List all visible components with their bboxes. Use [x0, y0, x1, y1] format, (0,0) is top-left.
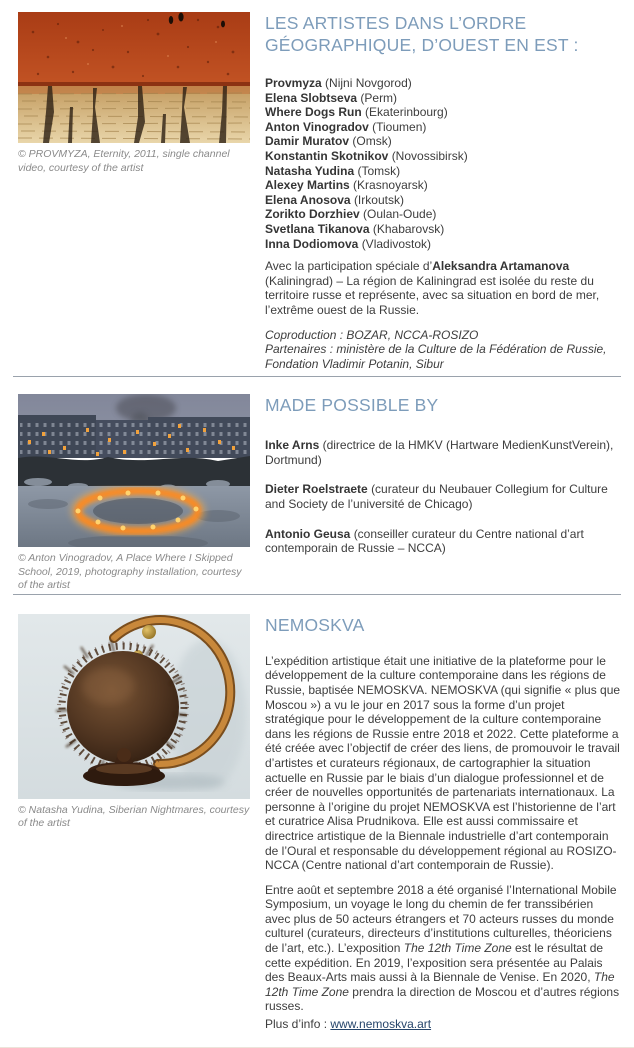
artist-name: Natasha Yudina: [265, 163, 355, 178]
artist-name: Elena Slobtseva: [265, 90, 358, 105]
artist-name: Elena Anosova: [265, 192, 351, 207]
artist-name: Provmyza: [265, 76, 322, 90]
artist-city: (Khabarovsk): [372, 221, 445, 236]
artist-city: (Nijni Novgorod): [325, 76, 412, 90]
artwork-figure-vinogradov: [18, 394, 250, 593]
supporter-name: Antonio Geusa: [265, 526, 351, 541]
supporter-item: [265, 527, 621, 556]
artist-name: Zorikto Dorzhiev: [265, 207, 360, 222]
artist-city: (Perm): [360, 90, 398, 105]
supporter-role: (conseiller curateur du Centre national d’art contemporain de Russie – NCCA): [265, 526, 584, 556]
supporter-item: [265, 482, 621, 511]
section-made-possible-by: [0, 377, 634, 593]
artist-item: [265, 149, 621, 164]
artist-item: [265, 164, 621, 179]
supporter-list: [265, 438, 621, 556]
section-nemoskva: [0, 595, 634, 1032]
credit-line: Partenaires : ministère de la Culture de la Fédération de Russie, Fondation Vladimir Potanin, Sibur: [265, 342, 607, 371]
artist-item: [265, 134, 621, 149]
section-heading-nemoskva: NEMOSKVA: [265, 614, 365, 635]
artist-city: (Oulan-Oude): [363, 207, 437, 222]
artist-name: Inna Dodiomova: [265, 236, 359, 251]
artist-name: Svetlana Tikanova: [265, 221, 370, 236]
artist-item: [265, 76, 621, 91]
artist-item: [265, 178, 621, 193]
supporter-name: Dieter Roelstraete: [265, 482, 368, 497]
image-caption: © Natasha Yudina, Siberian Nightmares, courtesy of the artist: [18, 803, 250, 830]
nemoskva-paragraph-2: Entre août et septembre 2018 a été organisé l’International Mobile Symposium, un voyage le long du chemin de fer transsibérien avec plus de 50 acteurs étrangers et 70 acteurs russes du monde culturel (curateurs, directeurs d’institutions culturelles, théoriciens de l’art, etc.). L’exposition The 12th Time Zone est le résultat de cette expédition. En 2019, l’exposition sera présentée au Palais des Beaux-Arts mais aussi à la Biennale de Venise. En 2020, The 12th Time Zone prendra la direction de Moscou et d’autres régions russes.: [265, 882, 620, 1014]
artist-item: [265, 193, 621, 208]
credits-block: [265, 328, 621, 372]
credit-line: Coproduction : BOZAR, NCCA-ROSIZO: [265, 327, 479, 342]
vinogradov-fire-ring-image: [18, 394, 250, 547]
provmyza-eternity-image: [18, 12, 250, 143]
artist-item: [265, 91, 621, 106]
artwork-figure-provmyza: [18, 12, 250, 175]
participation-paragraph: Avec la participation spéciale d’Aleksandra Artamanova (Kaliningrad) – La région de Kaliningrad est isolée du reste du territoire russe et représente, avec sa situation en bord de mer, l’extrême ouest de la Russie.: [265, 259, 600, 317]
artist-city: (Vladivostok): [361, 236, 432, 251]
artist-name: Konstantin Skotnikov: [265, 148, 389, 163]
artist-item: [265, 222, 621, 237]
nemoskva-link[interactable]: www.nemoskva.art: [330, 1017, 432, 1032]
supporter-role: (curateur du Neubauer Collegium for Culture and Society de l’université de Chicago): [265, 482, 608, 512]
section-heading-made-possible-by: MADE POSSIBLE BY: [265, 395, 439, 416]
nemoskva-paragraph-1: L’expédition artistique était une initiative de la plateforme pour le développement de la culture contemporaine dans les régions de Russie, baptisée NEMOSKVA. NEMOSKVA (qui signifie « plus que Moscou ») a vu le jour en 2017 sous la forme d’un projet stratégique pour le développement de la culture contemporaine dans les régions de Russie entre 2018 et 2022. Cette plateforme a été créée avec l’objectif de créer des liens, de promouvoir le travail d’artistes et curateurs régionaux, de cartographier la situation actuelle en Russie par le biais d’un dialogue professionnel et de créer de nouvelles opportunités de partenariats internationaux. La personne à l’origine du projet NEMOSKVA est l’historienne de l’art et curatrice Alisa Prudnikova. Elle est aussi commissaire et directrice artistique de la Biennale industrielle d’art contemporain de l’Oural et responsable du développement régional au ROSIZO-NCCA (Centre national d’art contemporain de Russie).: [265, 653, 621, 873]
more-info-label: Plus d’info :: [265, 1017, 331, 1032]
yudina-fur-globe-image: [18, 614, 250, 799]
artist-city: (Novossibirsk): [391, 148, 468, 163]
image-caption: © PROVMYZA, Eternity, 2011, single channel video, courtesy of the artist: [18, 148, 230, 174]
artist-city: (Tioumen): [372, 119, 427, 134]
artist-name: Anton Vinogradov: [265, 119, 369, 134]
supporter-role: (directrice de la HMKV (Hartware MedienKunstVerein), Dortmund): [265, 438, 614, 467]
image-caption: © Anton Vinogradov, A Place Where I Skipped School, 2019, photography installation, courtesy of the artist: [18, 552, 242, 592]
artist-item: [265, 120, 621, 135]
artist-item: [265, 207, 621, 222]
section-heading-artists: LES ARTISTES DANS L’ORDRE GÉOGRAPHIQUE, D’OUEST EN EST :: [265, 13, 579, 55]
artist-city: (Krasnoyarsk): [353, 178, 428, 193]
artist-name: Where Dogs Run: [265, 105, 362, 120]
supporter-name: Inke Arns: [265, 438, 320, 453]
section-artists: [0, 0, 634, 371]
artist-city: (Ekaterinbourg): [365, 105, 448, 120]
artist-name: Damir Muratov: [265, 134, 350, 149]
artist-item: [265, 105, 621, 120]
artist-city: (Irkoutsk): [353, 192, 404, 207]
artwork-figure-yudina: [18, 614, 250, 831]
artist-name: Alexey Martins: [265, 178, 350, 193]
supporter-item: [265, 438, 621, 467]
artist-city: (Tomsk): [357, 163, 401, 178]
artist-list: [265, 76, 621, 251]
artist-city: (Omsk): [352, 134, 392, 149]
artist-item: [265, 237, 621, 252]
more-info-line: [265, 1017, 621, 1032]
